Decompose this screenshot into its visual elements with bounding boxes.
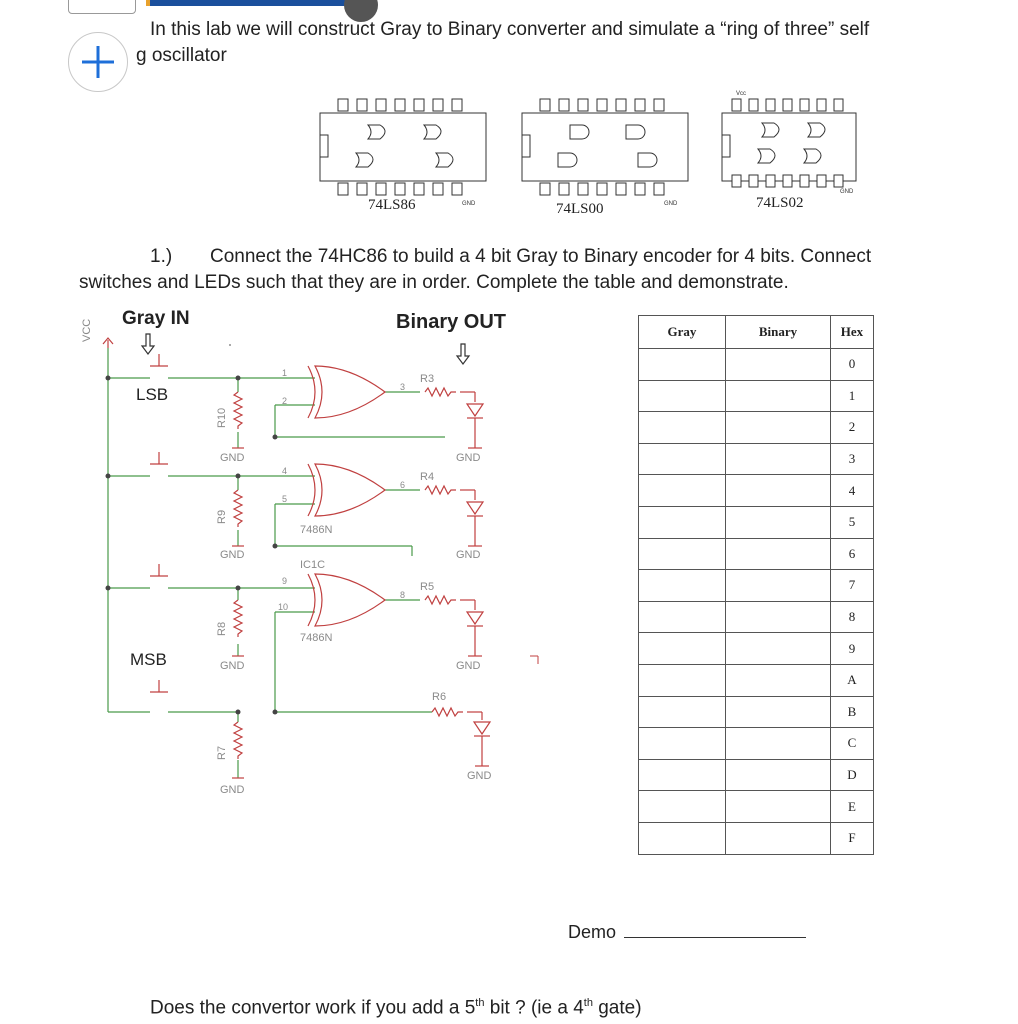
table-row [639,696,874,728]
hex-cell: C [831,728,874,760]
vcc-label: VCC [81,318,93,342]
hex-cell: E [831,791,874,823]
chip-74ls86 [320,95,490,220]
table-row [639,633,874,665]
resistor-label: R9 [216,509,228,524]
gnd-label: GND [456,660,481,672]
pin-label: 3 [400,382,406,392]
gray-cell[interactable] [639,538,726,570]
resistor-label: R10 [216,407,228,428]
binary-cell[interactable] [726,380,831,412]
table-row [639,759,874,791]
question2-sup1: th [475,997,485,1009]
hex-cell: 1 [831,380,874,412]
ic-label: 7486N [300,524,333,536]
binary-cell[interactable] [726,349,831,381]
hex-cell: F [831,822,874,854]
hex-cell: 7 [831,570,874,602]
table-row [639,506,874,538]
gray-cell[interactable] [639,664,726,696]
pin-label: 1 [282,368,288,378]
hex-cell: 8 [831,601,874,633]
hex-cell: A [831,664,874,696]
table-header-gray: Gray [639,316,726,349]
intro-line-2: g oscillator [136,45,227,66]
gnd-label: GND [456,549,481,561]
table-row [639,349,874,381]
resistor-label: R4 [420,471,435,483]
resistor-label: R6 [432,691,447,703]
hex-cell: 3 [831,443,874,475]
ic-unit-label: IC1C [300,559,326,571]
gray-cell[interactable] [639,759,726,791]
table-row [639,380,874,412]
gnd-label: GND [220,660,245,672]
table-row [639,443,874,475]
binary-cell[interactable] [726,822,831,854]
hex-cell: B [831,696,874,728]
svg-text:GND: GND [462,201,476,207]
gray-to-binary-schematic [70,300,570,800]
question2-sup2: th [583,997,593,1009]
ic-label: 7486N [300,632,333,644]
chip-label: 74LS02 [756,195,804,211]
binary-cell[interactable] [726,759,831,791]
pin-label: 8 [400,590,406,600]
gray-cell[interactable] [639,822,726,854]
question2 [150,997,642,1019]
gray-cell[interactable] [639,601,726,633]
table-row [639,791,874,823]
hex-cell: D [831,759,874,791]
svg-text:GND: GND [664,201,678,207]
question1-line-1: Connect the 74HC86 to build a 4 bit Gray to Binary encoder for 4 bits. Connect [210,246,872,267]
gnd-label: GND [467,770,492,782]
gnd-label: GND [456,452,481,464]
table-row [639,475,874,507]
gnd-label: GND [220,452,245,464]
binary-cell[interactable] [726,664,831,696]
binary-cell[interactable] [726,538,831,570]
chip-label: 74LS00 [556,201,604,217]
question-number: 1.) [150,246,173,267]
pin-label: 6 [400,480,406,490]
gray-in-label: Gray IN [122,308,190,329]
hex-cell: 0 [831,349,874,381]
gray-cell[interactable] [639,791,726,823]
binary-cell[interactable] [726,570,831,602]
resistor-label: R8 [216,621,228,636]
pin-label: 9 [282,576,288,586]
gray-cell[interactable] [639,380,726,412]
chip-74ls02 [722,91,862,220]
table-row [639,538,874,570]
hex-cell: 4 [831,475,874,507]
pin-label: 2 [282,396,288,406]
svg-text:Vcc: Vcc [736,91,747,97]
table-row [639,728,874,760]
chip-74ls00 [522,95,692,220]
pin-label: 4 [282,466,288,476]
table-row [639,570,874,602]
binary-cell[interactable] [726,728,831,760]
chip-diagram-icon [522,95,692,220]
table-row [639,664,874,696]
demo-signature-line[interactable] [624,937,806,938]
gray-cell[interactable] [639,475,726,507]
svg-text:GND: GND [840,189,854,195]
chip-label: 74LS86 [368,197,416,213]
lsb-label: LSB [136,385,169,404]
question2-pre: Does the convertor work if you add a 5 [150,997,476,1019]
plus-icon [78,42,118,82]
pin-label: 10 [278,602,289,612]
hex-cell: 9 [831,633,874,665]
table-row [639,601,874,633]
binary-cell[interactable] [726,633,831,665]
table-header-binary: Binary [726,316,831,349]
resistor-label: R7 [216,745,228,760]
demo-label: Demo [568,922,617,942]
gray-cell[interactable] [639,633,726,665]
binary-cell[interactable] [726,791,831,823]
gray-cell[interactable] [639,506,726,538]
add-button[interactable] [68,32,128,92]
gnd-label: GND [220,784,245,796]
question2-mid: bit ? (ie a 4 [484,997,584,1019]
question2-post: gate) [592,997,642,1019]
binary-cell[interactable] [726,443,831,475]
gnd-label: GND [220,549,245,561]
question1-line-2: switches and LEDs such that they are in order. Complete the table and demonstrate. [79,272,789,293]
table-row [639,412,874,444]
gray-cell[interactable] [639,570,726,602]
hex-cell: 6 [831,538,874,570]
progress-bar [146,0,350,6]
gray-cell[interactable] [639,696,726,728]
binary-cell[interactable] [726,601,831,633]
gray-cell[interactable] [639,728,726,760]
table-header-hex: Hex [831,316,874,349]
intro-line-1: In this lab we will construct Gray to Binary converter and simulate a “ring of three” self [150,19,870,40]
gray-cell[interactable] [639,443,726,475]
pin-label: 5 [282,494,288,504]
msb-label: MSB [130,650,167,669]
binary-cell[interactable] [726,696,831,728]
binary-cell[interactable] [726,475,831,507]
hex-cell: 2 [831,412,874,444]
top-tab[interactable] [68,0,136,14]
gray-cell[interactable] [639,412,726,444]
gray-cell[interactable] [639,349,726,381]
binary-out-label: Binary OUT [396,311,507,333]
binary-cell[interactable] [726,506,831,538]
resistor-label: R5 [420,581,435,593]
table-row [639,822,874,854]
gray-binary-table [638,315,874,855]
hex-cell: 5 [831,506,874,538]
resistor-label: R3 [420,373,435,385]
binary-cell[interactable] [726,412,831,444]
